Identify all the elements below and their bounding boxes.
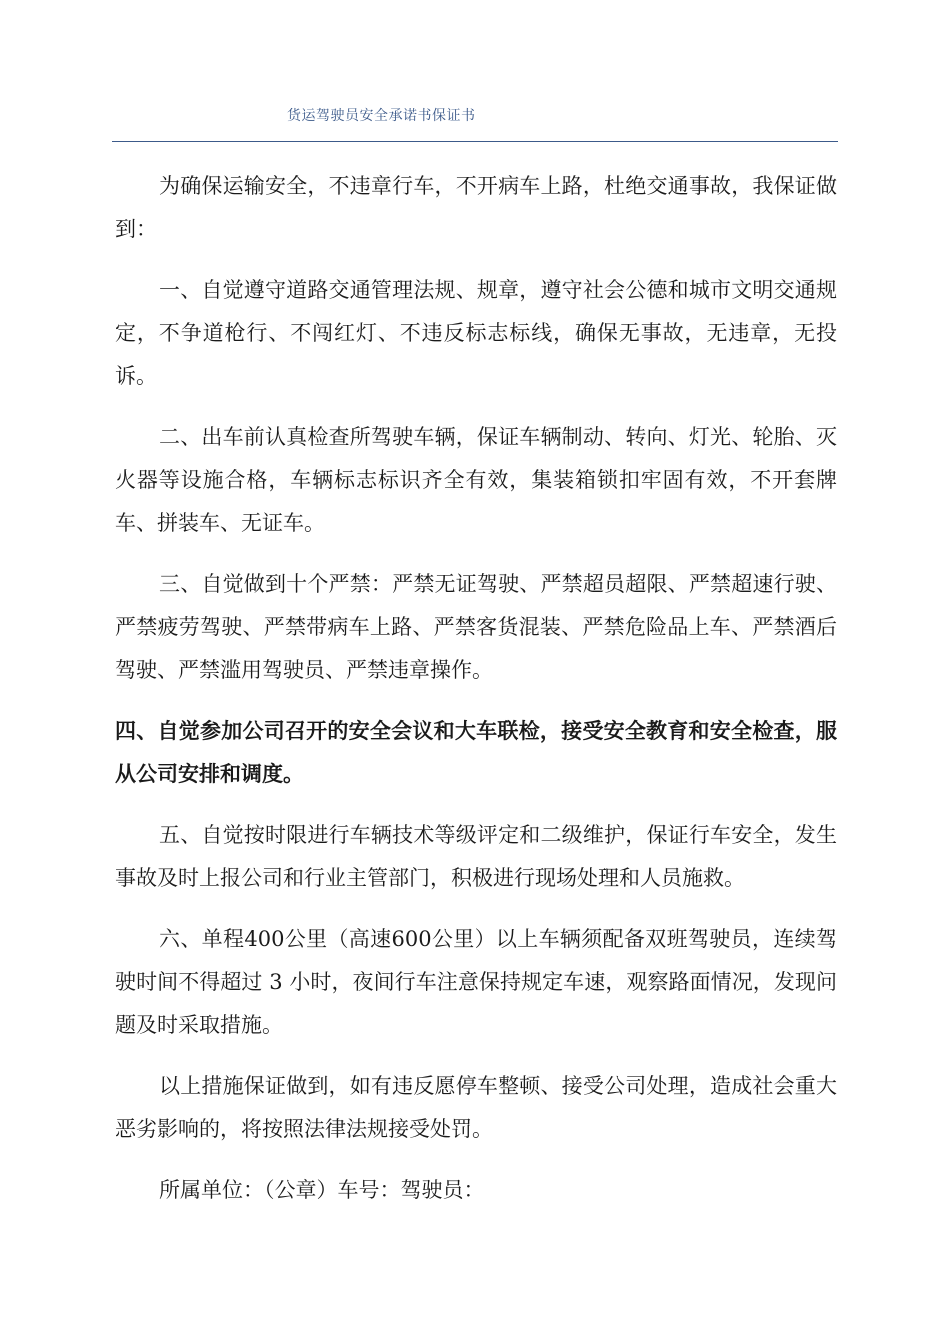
clause-2-paragraph: 二、出车前认真检查所驾驶车辆，保证车辆制动、转向、灯光、轮胎、灭火器等设施合格，车辆标志标识齐全有效，集装箱锁扣牢固有效，不开套牌车、拼装车、无证车。	[115, 425, 837, 535]
clause-4-paragraph: 四、自觉参加公司召开的安全会议和大车联检，接受安全教育和安全检查，服从公司安排和调度。	[115, 719, 837, 786]
document-header-title: 货运驾驶员安全承诺书保证书	[287, 108, 476, 124]
closing-paragraph: 以上措施保证做到，如有违反愿停车整顿、接受公司处理，造成社会重大恶劣影响的，将按照法律法规接受处罚。	[115, 1074, 837, 1141]
intro-paragraph: 为确保运输安全，不违章行车，不开病车上路，杜绝交通事故，我保证做到：	[115, 174, 837, 241]
clause-3-paragraph: 三、自觉做到十个严禁：严禁无证驾驶、严禁超员超限、严禁超速行驶、严禁疲劳驾驶、严禁带病车上路、严禁客货混装、严禁危险品上车、严禁酒后驾驶、严禁滥用驾驶员、严禁违章操作。	[115, 572, 837, 682]
clause-5-paragraph: 五、自觉按时限进行车辆技术等级评定和二级维护，保证行车安全，发生事故及时上报公司和行业主管部门，积极进行现场处理和人员施救。	[115, 823, 837, 890]
clause-6-paragraph: 六、单程400公里（高速600公里）以上车辆须配备双班驾驶员，连续驾驶时间不得超过 3 小时，夜间行车注意保持规定车速，观察路面情况，发现问题及时采取措施。	[115, 927, 837, 1037]
header-divider	[112, 141, 838, 142]
document-body	[115, 165, 837, 1230]
clause-1-paragraph: 一、自觉遵守道路交通管理法规、规章，遵守社会公德和城市文明交通规定，不争道枪行、不闯红灯、不违反标志标线，确保无事故，无违章，无投诉。	[115, 278, 837, 388]
signature-line: 所属单位：（公章）车号：驾驶员：	[159, 1178, 485, 1202]
